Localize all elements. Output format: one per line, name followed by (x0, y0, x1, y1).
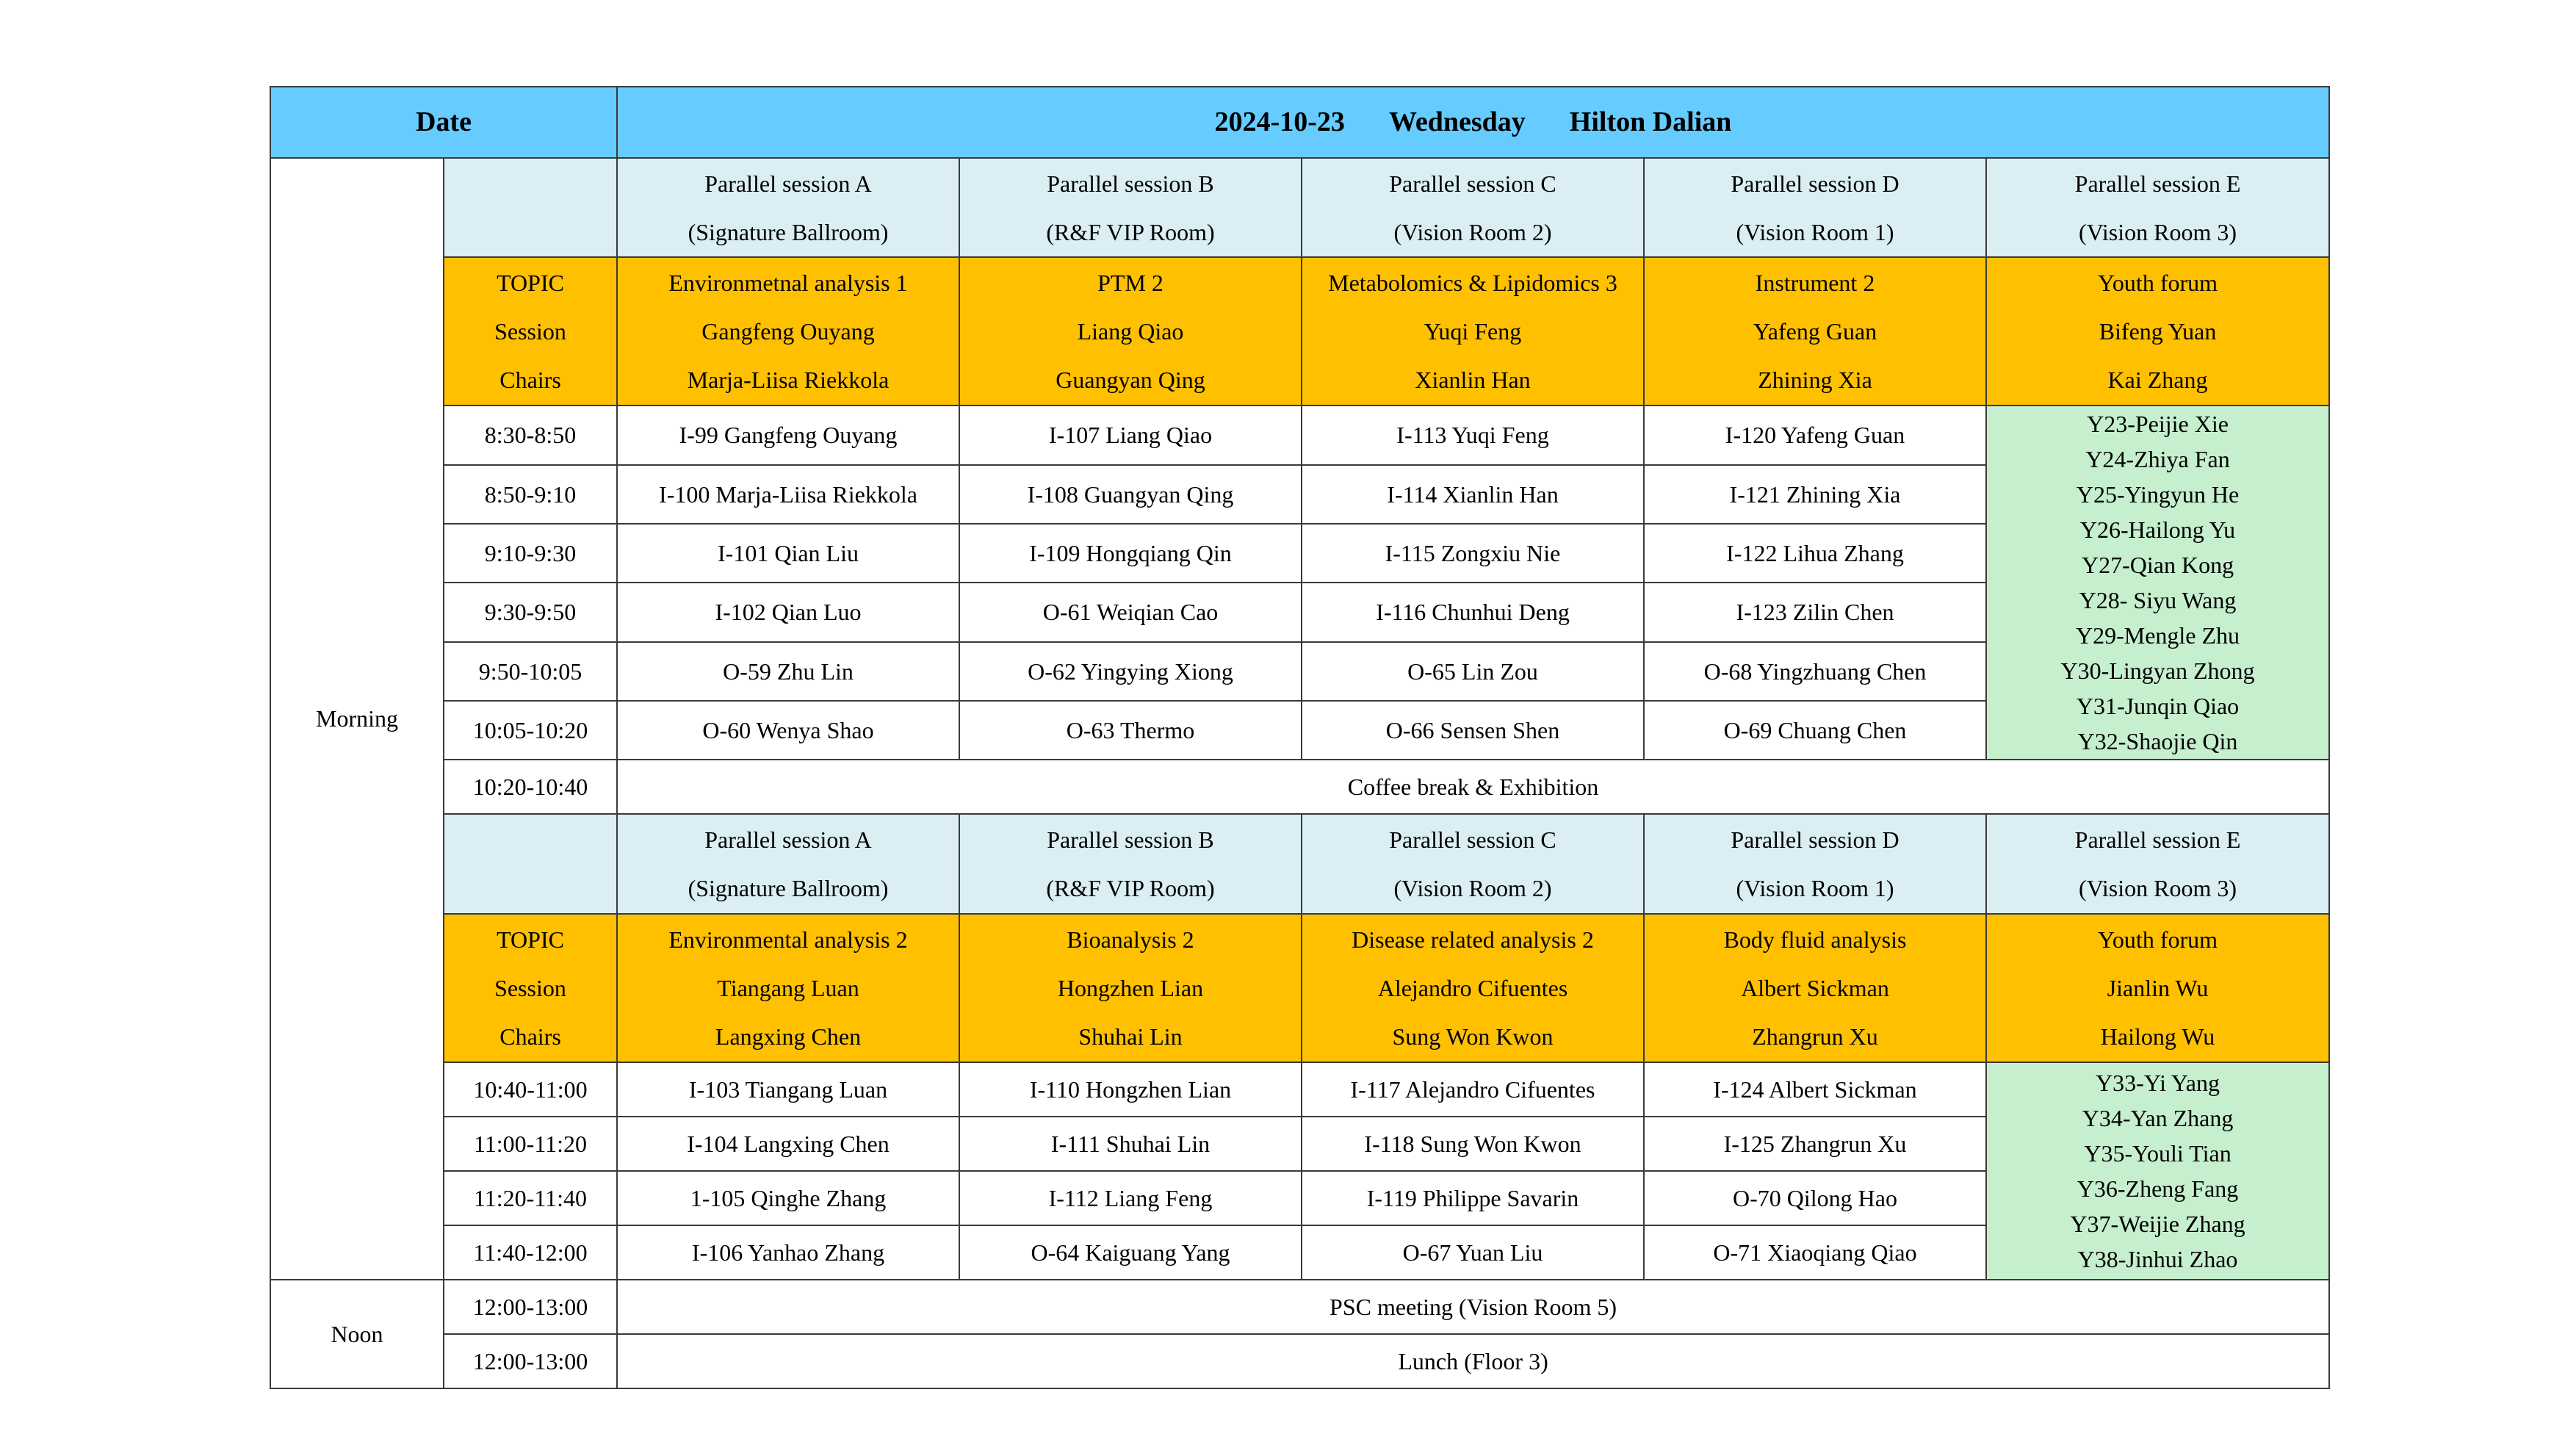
session-name: Parallel session C (1389, 170, 1556, 197)
talk-c: I-114 Xianlin Han (1302, 465, 1644, 524)
talk-a: I-104 Langxing Chen (617, 1117, 959, 1171)
talk-b: I-112 Liang Feng (959, 1171, 1302, 1225)
slot-time: 9:30-9:50 (444, 583, 617, 641)
topic-title: Body fluid analysis (1723, 926, 1907, 953)
talk-d: I-124 Albert Sickman (1644, 1062, 1986, 1117)
session-room: (R&F VIP Room) (1046, 218, 1215, 245)
topic-title: Youth forum (2098, 926, 2218, 953)
youth-talk: Y31-Junqin Qiao (2076, 693, 2240, 720)
topic-cell (617, 914, 959, 1062)
session-name: Parallel session D (1731, 170, 1899, 197)
topic-cell (1986, 257, 2329, 406)
topic-cell (1302, 257, 1644, 406)
talk-d: O-68 Yingzhuang Chen (1644, 642, 1986, 701)
room-cell (959, 814, 1302, 913)
room-cell (1302, 158, 1644, 257)
talk-a: I-101 Qian Liu (617, 524, 959, 583)
youth-talk: Y30-Lingyan Zhong (2060, 657, 2255, 685)
youth-talk: Y23-Peijie Xie (2087, 411, 2229, 438)
topic-row (270, 914, 2329, 1062)
event-date: 2024-10-23 (1214, 106, 1345, 137)
topic-chair: Zhining Xia (1758, 367, 1872, 394)
slot-time: 11:40-12:00 (444, 1225, 617, 1280)
session-room: (Signature Ballroom) (688, 218, 889, 245)
talk-a: O-59 Zhu Lin (617, 642, 959, 701)
topic-cell (1644, 257, 1986, 406)
youth-talk: Y25-Yingyun He (2076, 481, 2240, 508)
session-room: (Signature Ballroom) (688, 875, 889, 902)
youth-talk: Y27-Qian Kong (2081, 552, 2234, 579)
topic-cell (617, 257, 959, 406)
talk-d: O-70 Qilong Hao (1644, 1171, 1986, 1225)
topic-chair: Tiangang Luan (717, 974, 859, 1001)
topic-chair: Yafeng Guan (1753, 318, 1877, 345)
talk-a: I-100 Marja-Liisa Riekkola (617, 465, 959, 524)
talk-b: I-109 Hongqiang Qin (959, 524, 1302, 583)
slot-row (270, 406, 2329, 464)
schedule-table (270, 86, 2330, 1389)
talk-d: I-125 Zhangrun Xu (1644, 1117, 1986, 1171)
topic-chair: Guangyan Qing (1056, 367, 1205, 394)
youth-talk: Y26-Hailong Yu (2079, 516, 2236, 544)
session-room: (Vision Room 3) (2079, 218, 2237, 245)
topic-row (270, 257, 2329, 406)
youth-talk: Y35-Youli Tian (2084, 1140, 2232, 1167)
break-time: 10:20-10:40 (444, 760, 617, 814)
slot-time: 8:30-8:50 (444, 406, 617, 464)
talk-c: I-119 Philippe Savarin (1302, 1171, 1644, 1225)
talk-d: O-69 Chuang Chen (1644, 701, 1986, 760)
topic-chair: Marja-Liisa Riekkola (687, 367, 890, 394)
talk-c: I-117 Alejandro Cifuentes (1302, 1062, 1644, 1117)
talk-b: I-108 Guangyan Qing (959, 465, 1302, 524)
talk-c: O-66 Sensen Shen (1302, 701, 1644, 760)
slot-row (270, 1062, 2329, 1117)
topic-chair: Langxing Chen (715, 1023, 862, 1050)
break-label: Coffee break & Exhibition (617, 760, 2329, 814)
talk-c: I-118 Sung Won Kwon (1302, 1117, 1644, 1171)
room-cell (1986, 158, 2329, 257)
topic-chair: Xianlin Han (1415, 367, 1531, 394)
talk-b: I-110 Hongzhen Lian (959, 1062, 1302, 1117)
talk-c: I-115 Zongxiu Nie (1302, 524, 1644, 583)
topic-chair: Yuqi Feng (1424, 318, 1522, 345)
youth-talk: Y34-Yan Zhang (2082, 1105, 2234, 1131)
talk-d: I-121 Zhining Xia (1644, 465, 1986, 524)
youth-talk: Y28- Siyu Wang (2079, 587, 2237, 614)
topic-chair: Kai Zhang (2107, 367, 2208, 394)
slot-time: 9:50-10:05 (444, 642, 617, 701)
slot-time: 9:10-9:30 (444, 524, 617, 583)
talk-c: I-116 Chunhui Deng (1302, 583, 1644, 641)
noon-label: PSC meeting (Vision Room 5) (617, 1280, 2329, 1334)
talk-b: O-64 Kaiguang Yang (959, 1225, 1302, 1280)
talk-b: O-63 Thermo (959, 701, 1302, 760)
room-cell (1644, 158, 1986, 257)
slot-time: 11:20-11:40 (444, 1171, 617, 1225)
topic-chair: Jianlin Wu (2107, 974, 2209, 1001)
event-header (617, 87, 2329, 158)
session-room: (Vision Room 2) (1393, 875, 1552, 902)
talk-c: O-65 Lin Zou (1302, 642, 1644, 701)
topic-title: Disease related analysis 2 (1352, 926, 1594, 953)
session-name: Parallel session D (1731, 826, 1899, 854)
room-corner (444, 158, 617, 257)
talk-a: I-103 Tiangang Luan (617, 1062, 959, 1117)
topic-chair: Zhangrun Xu (1752, 1023, 1878, 1050)
noon-row (270, 1280, 2329, 1334)
room-cell (617, 814, 959, 913)
topic-title: PTM 2 (1097, 270, 1163, 297)
topic-labels: TOPIC Session Chairs (444, 257, 617, 406)
youth-talk: Y36-Zheng Fang (2077, 1175, 2239, 1202)
slot-time: 11:00-11:20 (444, 1117, 617, 1171)
talk-c: I-113 Yuqi Feng (1302, 406, 1644, 464)
youth-talk: Y37-Weijie Zhang (2070, 1211, 2245, 1237)
session-name: Parallel session C (1389, 826, 1556, 854)
session-name: Parallel session B (1047, 170, 1214, 197)
room-cell (617, 158, 959, 257)
session-room: (Vision Room 3) (2079, 875, 2237, 902)
session-name: Parallel session A (704, 170, 872, 197)
room-row (270, 158, 2329, 257)
session-room: (R&F VIP Room) (1046, 875, 1215, 902)
talk-a: I-99 Gangfeng Ouyang (617, 406, 959, 464)
talk-a: O-60 Wenya Shao (617, 701, 959, 760)
topic-chair: Alejandro Cifuentes (1377, 974, 1568, 1001)
session-room: (Vision Room 2) (1393, 218, 1552, 245)
talk-b: I-107 Liang Qiao (959, 406, 1302, 464)
slot-time: 10:40-11:00 (444, 1062, 617, 1117)
header-row (270, 87, 2329, 158)
period-noon: Noon (270, 1280, 444, 1388)
talk-d: I-123 Zilin Chen (1644, 583, 1986, 641)
youth-forum-list (1986, 406, 2329, 760)
youth-talk: Y32-Shaojie Qin (2077, 728, 2238, 755)
youth-talk: Y29-Mengle Zhu (2075, 622, 2240, 649)
topic-cell (959, 257, 1302, 406)
topic-title: Metabolomics & Lipidomics 3 (1328, 270, 1617, 297)
slot-time: 8:50-9:10 (444, 465, 617, 524)
date-header: Date (270, 87, 617, 158)
topic-title: Environmetnal analysis 1 (668, 270, 908, 297)
noon-label: Lunch (Floor 3) (617, 1334, 2329, 1388)
break-row (270, 760, 2329, 814)
talk-c: O-67 Yuan Liu (1302, 1225, 1644, 1280)
session-name: Parallel session A (704, 826, 872, 854)
talk-a: I-106 Yanhao Zhang (617, 1225, 959, 1280)
topic-chair: Gangfeng Ouyang (701, 318, 875, 345)
talk-d: I-120 Yafeng Guan (1644, 406, 1986, 464)
youth-talk: Y38-Jinhui Zhao (2077, 1246, 2238, 1272)
topic-chair: Albert Sickman (1741, 974, 1889, 1001)
youth-talk: Y33-Yi Yang (2096, 1070, 2220, 1096)
topic-title: Youth forum (2098, 270, 2218, 297)
noon-row (270, 1334, 2329, 1388)
slot-time: 10:05-10:20 (444, 701, 617, 760)
talk-a: I-102 Qian Luo (617, 583, 959, 641)
topic-title: Bioanalysis 2 (1067, 926, 1194, 953)
talk-b: O-61 Weiqian Cao (959, 583, 1302, 641)
youth-talk: Y24-Zhiya Fan (2085, 446, 2230, 473)
room-cell (1644, 814, 1986, 913)
topic-chair: Bifeng Yuan (2099, 318, 2217, 345)
topic-cell (1644, 914, 1986, 1062)
session-room: (Vision Room 1) (1736, 875, 1894, 902)
talk-b: O-62 Yingying Xiong (959, 642, 1302, 701)
period-morning: Morning (270, 158, 444, 1280)
talk-a: 1-105 Qinghe Zhang (617, 1171, 959, 1225)
session-name: Parallel session B (1047, 826, 1214, 854)
talk-b: I-111 Shuhai Lin (959, 1117, 1302, 1171)
youth-forum-list (1986, 1062, 2329, 1280)
topic-cell (1302, 914, 1644, 1062)
event-weekday: Wednesday (1388, 106, 1526, 137)
topic-title: Environmental analysis 2 (668, 926, 908, 953)
topic-chair: Sung Won Kwon (1392, 1023, 1554, 1050)
topic-cell (959, 914, 1302, 1062)
room-row (270, 814, 2329, 913)
event-venue: Hilton Dalian (1569, 106, 1732, 137)
session-room: (Vision Room 1) (1736, 218, 1894, 245)
room-cell (1302, 814, 1644, 913)
room-corner (444, 814, 617, 913)
noon-time: 12:00-13:00 (444, 1280, 617, 1334)
room-cell (1986, 814, 2329, 913)
session-name: Parallel session E (2074, 826, 2241, 854)
topic-chair: Hailong Wu (2100, 1023, 2215, 1050)
topic-chair: Liang Qiao (1077, 318, 1184, 345)
session-name: Parallel session E (2074, 170, 2241, 197)
talk-d: I-122 Lihua Zhang (1644, 524, 1986, 583)
topic-title: Instrument 2 (1755, 270, 1875, 297)
room-cell (959, 158, 1302, 257)
topic-cell (1986, 914, 2329, 1062)
topic-chair: Shuhai Lin (1078, 1023, 1183, 1050)
topic-labels: TOPIC Session Chairs (444, 914, 617, 1062)
talk-d: O-71 Xiaoqiang Qiao (1644, 1225, 1986, 1280)
topic-chair: Hongzhen Lian (1057, 974, 1204, 1001)
noon-time: 12:00-13:00 (444, 1334, 617, 1388)
